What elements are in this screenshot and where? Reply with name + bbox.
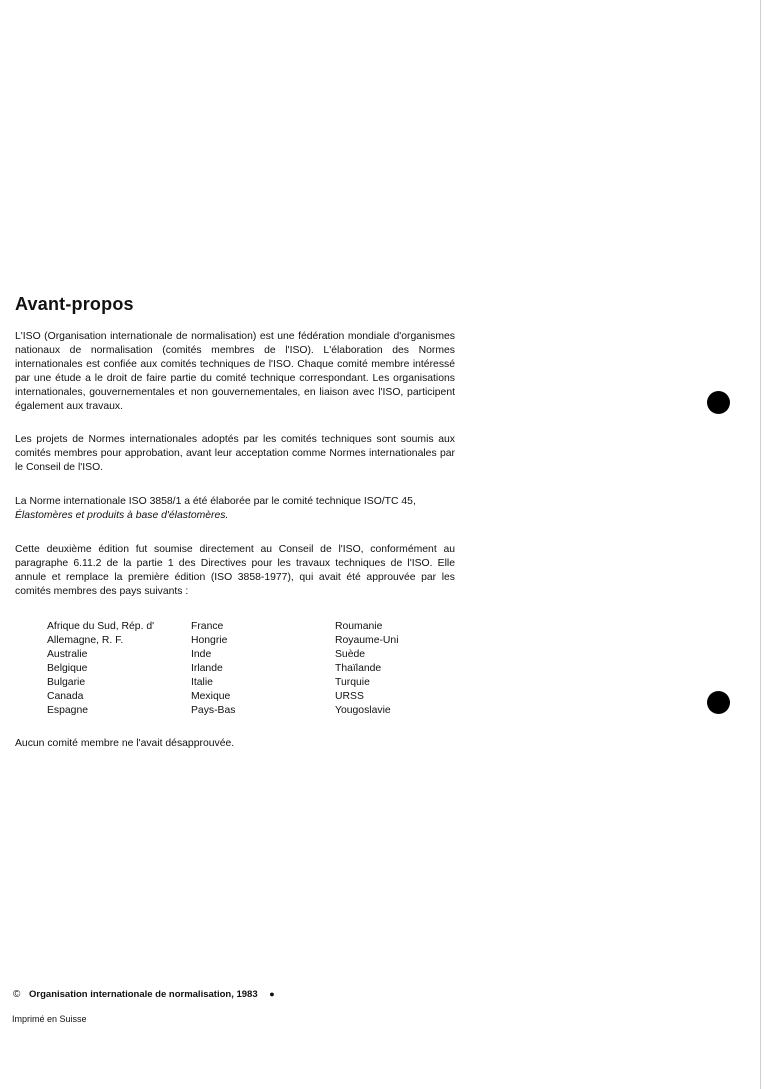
country-item: Turquie [335,677,370,688]
country-item: Canada [47,691,84,702]
country-item: Italie [191,677,213,688]
country-item: Australie [47,649,88,660]
country-item: Royaume-Uni [335,635,399,646]
country-column-2 [191,620,235,718]
country-item: Allemagne, R. F. [47,635,124,646]
copyright-line [13,989,275,1000]
committee-title: Élastomères et produits à base d'élastomères. [15,510,229,521]
printed-in-note: Imprimé en Suisse [12,1014,87,1024]
standard-origin-text: La Norme internationale ISO 3858/1 a été élaborée par le comité technique ISO/TC 45, [15,496,416,507]
country-item: Mexique [191,691,231,702]
country-item: Espagne [47,705,89,716]
country-item: Afrique du Sud, Rép. d' [47,621,155,632]
country-column-3 [335,620,399,718]
country-item: Inde [191,649,212,660]
bullet-dot: ● [269,989,275,999]
copyright-symbol: © [13,989,21,1000]
page-title: Avant-propos [15,294,134,314]
punch-hole-mark [707,691,730,714]
paragraph-draft-approval: Les projets de Normes internationales adoptés par les comités techniques sont soumis aux comités membres pour approbation, avant leur acceptation comme Normes internationales par le Conseil de l'ISO. [15,434,455,473]
country-item: Yougoslavie [335,705,391,716]
page-edge-line [760,0,761,1089]
country-item: France [191,621,224,632]
country-column-1 [47,620,154,718]
paragraph-iso-description: L'ISO (Organisation internationale de normalisation) est une fédération mondiale d'organismes nationaux de normalisation (comités membres de l'ISO). L'élaboration des Normes internationales est confiée aux comités techniques de l'ISO. Chaque comité membre intéressé par une étude a le droit de faire partie du comité technique correspondant. Les organisations internationales, gouvernementales et non gouvernementales, en liaison avec l'ISO, participent également aux travaux. [15,331,455,412]
paragraph-edition-note: Cette deuxième édition fut soumise directement au Conseil de l'ISO, conformément au paragraphe 6.11.2 de la partie 1 des Directives pour les travaux techniques de l'ISO. Elle annule et remplace la première édition (ISO 3858-1977), qui avait été approuvée par les comités membres des pays suivants : [15,544,455,597]
paragraph-standard-origin [15,495,455,523]
country-item: Thaïlande [335,663,382,674]
country-item: Suède [335,649,366,660]
country-item: Belgique [47,663,88,674]
paragraph-no-disapproval: Aucun comité membre ne l'avait désapprouvée. [15,738,235,749]
country-item: URSS [335,691,364,702]
country-item: Hongrie [191,635,228,646]
punch-hole-mark [707,391,730,414]
copyright-text: Organisation internationale de normalisation, 1983 [29,989,258,1000]
country-item: Roumanie [335,621,383,632]
country-item: Pays-Bas [191,705,236,716]
country-item: Bulgarie [47,677,86,688]
country-item: Irlande [191,663,223,674]
